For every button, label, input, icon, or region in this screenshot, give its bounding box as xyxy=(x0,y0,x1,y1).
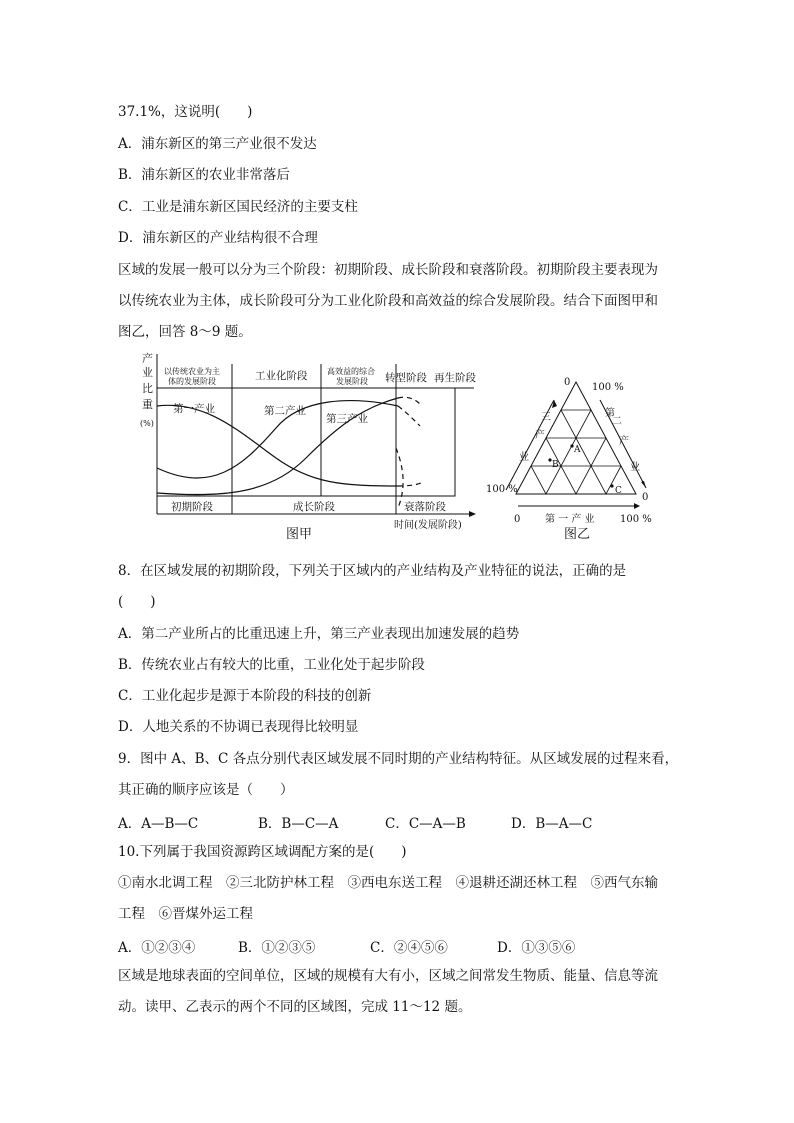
q8-option-b[interactable]: B．传统农业占有较大的比重，工业化处于起步阶段 xyxy=(118,657,425,673)
yi-bottom-label: 第 一 产 业 xyxy=(545,514,595,525)
q7-option-a[interactable]: A．浦东新区的第三产业很不发达 xyxy=(118,136,317,152)
q8-option-c[interactable]: C．工业化起步是源于本阶段的科技的创新 xyxy=(118,688,372,704)
jia-ylabel xyxy=(140,351,154,428)
jia-header-transition: 转型阶段 xyxy=(385,372,427,384)
q8-stem: 8．在区域发展的初期阶段，下列关于区域内的产业结构及产业特征的说法，正确的是 xyxy=(118,563,627,579)
jia-stage-initial: 初期阶段 xyxy=(171,501,213,513)
jia-stage-decline: 衰落阶段 xyxy=(404,501,446,513)
q10-items-2: 工程 ⑥晋煤外运工程 xyxy=(118,906,253,922)
yi-zero-right: 0 xyxy=(642,492,649,503)
jia-bottom-headers xyxy=(171,500,446,513)
q8-option-a[interactable]: A．第二产业所占的比重迅速上升，第三产业表现出加速发展的趋势 xyxy=(118,626,520,642)
yi-zero-left: 0 xyxy=(514,514,521,525)
q8-bracket: ( ) xyxy=(118,594,156,610)
jia-caption: 图甲 xyxy=(286,527,313,542)
yi-label-a: A xyxy=(574,445,581,455)
q9-stem: 9．图中 A、B、C 各点分别代表区域发展不同时期的产业结构特征。从区域发展的过程来看， xyxy=(118,751,679,767)
jia-ylabel-char: 产 xyxy=(142,352,153,365)
jia-header-traditional: 以传统农业为主 xyxy=(164,367,220,376)
yi-caption: 图乙 xyxy=(564,527,591,542)
paragraph-2-line-2: 动。读甲、乙表示的两个不同的区域图，完成 11～12 题。 xyxy=(118,999,472,1015)
figure-yi xyxy=(478,372,658,548)
yi-points xyxy=(548,444,622,496)
jia-label-primary: 第一产业 xyxy=(173,403,215,415)
q7-option-d[interactable]: D．浦东新区的产业结构很不合理 xyxy=(118,230,318,246)
paragraph-1-line-1: 区域的发展一般可以分为三个阶段：初期阶段、成长阶段和衰落阶段。初期阶段主要表现为 xyxy=(118,262,658,278)
yi-bottom-100: 100 % xyxy=(620,514,652,525)
q7-option-b[interactable]: B．浦东新区的农业非常落后 xyxy=(118,167,290,183)
yi-left-char: 三 xyxy=(541,412,551,423)
q9-stem-2: 其正确的顺序应该是（ ） xyxy=(118,782,294,798)
jia-ylabel-char: 业 xyxy=(142,366,153,379)
jia-label-secondary: 第二产业 xyxy=(264,405,306,417)
jia-stage-growth: 成长阶段 xyxy=(293,501,335,513)
jia-xlabel: 时间(发展阶段) xyxy=(394,520,462,531)
q9-option-d[interactable]: D．B—A—C xyxy=(511,816,593,832)
yi-point-c xyxy=(610,484,613,487)
jia-header-regeneration: 再生阶段 xyxy=(434,372,476,384)
yi-label-b: B xyxy=(552,460,559,470)
paragraph-2-line-1: 区域是地球表面的空间单位，区域的规模有大有小，区域之间常发生物质、能量、信息等流 xyxy=(118,968,658,984)
q9-option-b[interactable]: B．B—C—A xyxy=(258,816,339,832)
jia-header-efficient: 高效益的综合 xyxy=(327,367,375,376)
paragraph-1-line-3: 图乙，回答 8～9 题。 xyxy=(118,324,252,340)
q8-option-d[interactable]: D．人地关系的不协调已表现得比较明显 xyxy=(118,719,359,735)
q10-option-b[interactable]: B．①②③⑤ xyxy=(238,940,316,956)
yi-zero-top: 0 xyxy=(564,377,571,388)
jia-ylabel-char: (%) xyxy=(140,419,154,428)
q10-option-d[interactable]: D．①③⑤⑥ xyxy=(497,940,576,956)
yi-right-char: 业 xyxy=(630,462,640,473)
yi-right-char: 产 xyxy=(619,436,629,447)
yi-left-char: 产 xyxy=(535,430,545,441)
jia-header-traditional-2: 体的发展阶段 xyxy=(168,377,216,386)
figure-jia xyxy=(136,348,496,546)
jia-x-arrow xyxy=(469,511,476,517)
yi-right-100: 100 % xyxy=(592,382,624,393)
q10-option-a[interactable]: A．①②③④ xyxy=(118,940,196,956)
jia-label-tertiary: 第三产业 xyxy=(326,413,368,425)
jia-ylabel-char: 比 xyxy=(142,382,153,395)
q7-option-c[interactable]: C．工业是浦东新区国民经济的主要支柱 xyxy=(118,199,358,215)
jia-top-headers xyxy=(164,366,476,386)
jia-curve-labels xyxy=(173,402,368,425)
line-q7-stem-end: 37.1%，这说明( ) xyxy=(118,104,253,120)
jia-header-industrial: 工业化阶段 xyxy=(255,370,308,382)
yi-right-char: 二 xyxy=(612,416,622,427)
paragraph-1-line-2: 以传统农业为主体，成长阶段可分为工业化阶段和高效益的综合发展阶段。结合下面图甲和 xyxy=(118,293,658,309)
yi-left-char: 业 xyxy=(519,452,529,463)
yi-label-c: C xyxy=(615,486,622,496)
yi-right-char: 第 xyxy=(605,408,615,419)
jia-header-efficient-2: 发展阶段 xyxy=(336,377,368,386)
q9-option-c[interactable]: C．C—A—B xyxy=(385,816,466,832)
jia-ylabel-char: 重 xyxy=(142,398,153,411)
q10-option-c[interactable]: C．②④⑤⑥ xyxy=(370,940,448,956)
q10-stem: 10.下列属于我国资源跨区域调配方案的是( ) xyxy=(118,844,407,860)
q9-option-a[interactable]: A．A—B—C xyxy=(118,816,199,832)
q10-items-1: ①南水北调工程 ②三北防护林工程 ③西电东送工程 ④退耕还湖还林工程 ⑤西气东输 xyxy=(118,875,658,891)
yi-left-100: 100 % xyxy=(486,484,518,495)
